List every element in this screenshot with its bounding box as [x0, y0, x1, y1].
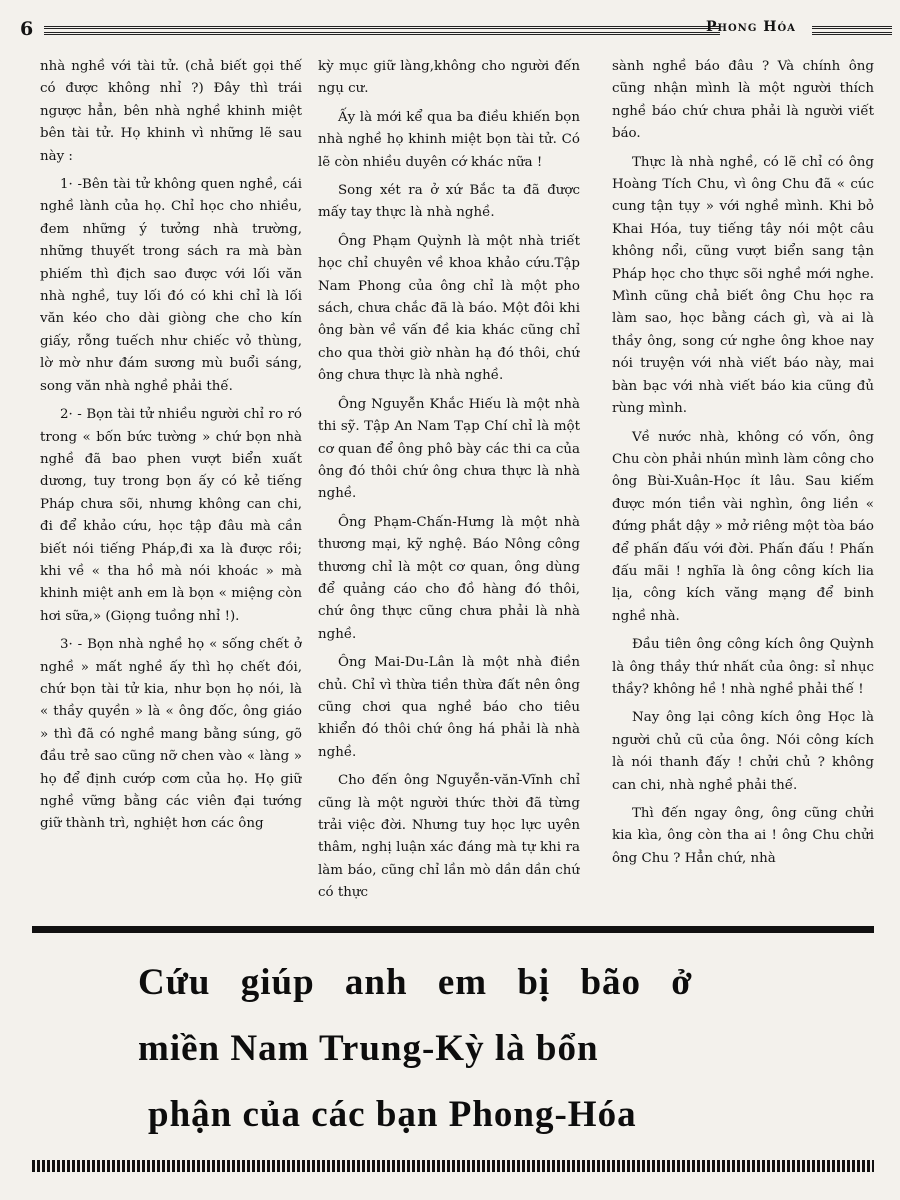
paragraph: Nay ông lại công kích ông Học là người chủ cũ của ông. Nói công kích là nói thanh đấy ! chửi chủ ? không can chi, nhà nghề phải thế.	[612, 710, 874, 793]
header-rule-left	[44, 26, 720, 35]
paragraph: nhà nghề với tài tử. (chả biết gọi thế có được không nhỉ ?) Đây thì trái ngược hẳn, bên nhà nghề khinh miệt bên tài tử. Họ khinh vì những lẽ sau này :	[40, 59, 302, 164]
banner-line-3: phận của các bạn Phong-Hóa	[148, 1094, 637, 1135]
paragraph: Ông Mai-Du-Lân là một nhà điền chủ. Chỉ vì thừa tiền thừa đất nên ông cũng chơi qua nghề báo cho tiêu khiển đó thôi chứ ông há phải là nhà nghề.	[318, 655, 580, 760]
article-column-3	[612, 56, 874, 906]
paragraph: Ông Phạm-Chấn-Hưng là một nhà thương mại, kỹ nghệ. Báo Nông công thương chỉ là một cơ quan, ông dùng để quảng cáo cho đồ hàng đó thôi, chứ ông thực cũng chưa phải là nhà nghề.	[318, 514, 580, 642]
banner-line-1: Cứu giúp anh em bị bão ở	[138, 962, 693, 1003]
paragraph: Đầu tiên ông công kích ông Quỳnh là ông thầy thứ nhất của ông: sỉ nhục thầy? không hề ! nhà nghề phải thế !	[612, 637, 874, 697]
paragraph: Ông Nguyễn Khắc Hiếu là một nhà thi sỹ. Tập An Nam Tạp Chí chỉ là một cơ quan để ông phô bày các thi ca của ông đó thôi chứ ông chưa thực là nhà nghề.	[318, 396, 580, 502]
paragraph: Thì đến ngay ông, ông cũng chửi kia kìa, ông còn tha ai ! ông Chu chửi ông Chu ? Hẳn chứ, nhà	[612, 806, 874, 866]
page-header	[20, 16, 878, 46]
banner-top-rule	[32, 926, 874, 933]
banner-line-2: miền Nam Trung-Kỳ là bổn	[138, 1028, 599, 1069]
paragraph: 2· - Bọn tài tử nhiều người chỉ ro ró trong « bốn bức tường » chứ bọn nhà nghề đã bao phen vượt biển xuất dương, tuy trong bọn ấy có kẻ tiếng Pháp chưa sõi, nhưng không can chi, đi để khảo cứu, học tập đâu mà cần biết nói tiếng Pháp,đi xa là được rồi; khi về « tha hồ mà nói khoác » mà khinh miệt anh em là bọn « miệng còn hơi sữa,» (Giọng tuồng nhỉ !).	[40, 407, 302, 624]
article-column-2	[318, 56, 580, 906]
paragraph: Cho đến ông Nguyễn-văn-Vĩnh chỉ cũng là một người thức thời đã từng trải việc đời. Nhưng tuy học lực uyên thâm, nghị luận xác đáng mà tự khi ra làm báo, cũng chỉ lần mò dần dần chứ có thực	[318, 773, 580, 901]
paragraph: Về nước nhà, không có vốn, ông Chu còn phải nhún mình làm công cho ông Bùi-Xuân-Học ít lâu. Sau kiếm được món tiền vài nghìn, ông liền « đứng phắt dậy » mở riêng một tòa báo để phấn đấu với đời. Phấn đấu ! Phấn đấu mãi ! nghĩa là ông công kích lia lịa, công kích văng mạng để binh nghề nhà.	[612, 429, 874, 624]
paragraph: Song xét ra ở xứ Bắc ta đã được mấy tay thực là nhà nghề.	[318, 183, 580, 221]
publication-title: Phong Hóa	[706, 19, 796, 35]
page-number: 6	[20, 18, 34, 40]
paragraph: kỳ mục giữ làng,không cho người đến ngụ cư.	[318, 59, 580, 97]
paragraph: 3· - Bọn nhà nghề họ « sống chết ở nghề » mất nghề ấy thì họ chết đói, chứ bọn tài tử kia, như bọn họ nói, là « thầy quyền » là « ông đốc, ông giáo » thì đã có nghề mang bằng súng, gõ đầu trẻ sao cũng nỡ chen vào « làng » họ để định cướp cơm của họ. Họ giữ nghề vững bằng các viên đại tướng giữ thành trì, nghiệt hơn các ông	[40, 637, 302, 832]
paragraph: sành nghề báo đâu ? Và chính ông cũng nhận mình là một người thích nghề báo chứ chưa phải là người viết báo.	[612, 59, 874, 142]
banner-bottom-rule	[32, 1160, 874, 1172]
paragraph: 1· -Bên tài tử không quen nghề, cái nghề lành của họ. Chỉ học cho nhiều, đem những ý tưởng nhà trường, những thuyết trong sách ra mà bàn phiếm thì địch sao được với lối văn nhà nghề, tuy lối đó có khi chỉ là lối văn kéo cho dài giòng che cho kín giấy, rỗng tuếch như chiếc vỏ thùng, lờ mờ như đám sương mù buổi sáng, song văn nhà nghề phải thế.	[40, 177, 302, 394]
paragraph: Ấy là mới kể qua ba điều khiến bọn nhà nghề họ khinh miệt bọn tài tử. Có lẽ còn nhiều duyên cớ khác nữa !	[318, 109, 580, 170]
paragraph: Thực là nhà nghề, có lẽ chỉ có ông Hoàng Tích Chu, vì ông Chu đã « cúc cung tận tụy » với nghề mình. Khi bỏ Khai Hóa, tuy tiếng tây nói một câu không nổi, cũng vượt biển sang tận Pháp học cho thực sõi nghề mới nghe. Mình cũng chả biết ông Chu học ra làm sao, học bằng cách gì, và ai là thầy ông, song cứ nghe ông khoe nay nói truyện với nhà viết báo này, mai bàn bạc với nhà viết báo kia cũng đủ rùng mình.	[612, 154, 874, 417]
header-rule-right	[812, 26, 892, 35]
article-column-1	[40, 56, 302, 906]
paragraph: Ông Phạm Quỳnh là một nhà triết học chỉ chuyên về khoa khảo cứu.Tập Nam Phong của ông chỉ là một pho sách, chưa chắc đã là báo. Một đôi khi ông bàn về vấn đề kia khác cũng chỉ cho qua thời giờ nhàn hạ đó thôi, chứ ông chưa thực là nhà nghề.	[318, 233, 580, 384]
appeal-banner	[130, 950, 770, 1148]
